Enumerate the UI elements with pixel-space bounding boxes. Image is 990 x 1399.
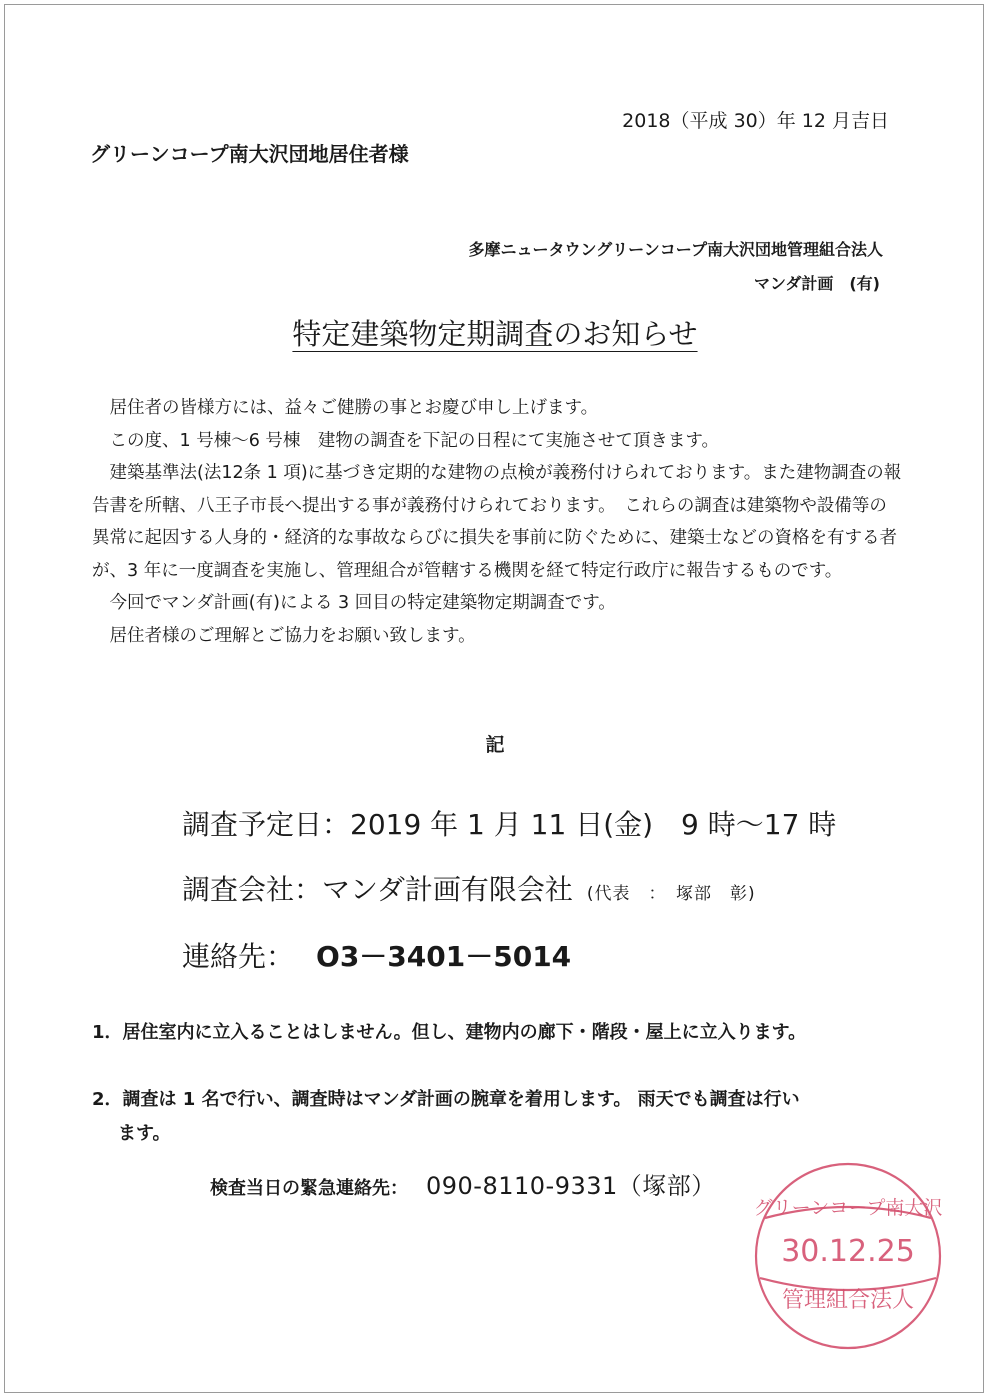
body-line: 居住者の皆様方には、益々ご健勝の事とお慶び申し上げます。: [109, 398, 599, 418]
sender-company: マンダ計画 (有): [754, 274, 880, 293]
note-1: 1．居住室内に立入ることはしません。但し、建物内の廊下・階段・屋上に立入ります。: [92, 1022, 807, 1043]
issue-date: 2018（平成 30）年 12 月吉日: [622, 110, 889, 132]
emergency-contact: [210, 1166, 716, 1201]
note-2: [92, 1083, 900, 1151]
stamp-top-text: グリーンコープ南大沢: [753, 1197, 943, 1219]
stamp-bottom-text: 管理組合法人: [781, 1288, 915, 1313]
contact-line: [182, 935, 571, 975]
note-2-line-1: 2．調査は 1 名で行い、調査時はマンダ計画の腕章を着用します。 雨天でも調査は行い: [92, 1089, 800, 1110]
emergency-phone: 090-8110-9331（塚部）: [426, 1172, 716, 1200]
recipient: グリーンコープ南大沢団地居住者様: [90, 142, 409, 166]
note-2-line-2: ます。: [118, 1123, 171, 1144]
ki-heading: 記: [485, 734, 505, 756]
notice-title-text: 特定建築物定期調査のお知らせ: [292, 317, 698, 351]
company-name: 調査会社：マンダ計画有限会社: [182, 873, 573, 906]
body-line: 居住者様のご理解とご協力をお願い致します。: [109, 625, 476, 646]
body-line: 今回でマンダ計画(有)による 3 回目の特定建築物定期調査です。: [109, 593, 616, 613]
notice-body: [92, 392, 902, 652]
emergency-label: 検査当日の緊急連絡先：: [210, 1178, 408, 1199]
representative: (代表 ： 塚部 彰): [586, 884, 756, 904]
contact-label: 連絡先：: [182, 940, 295, 973]
contact-phone: O3－3401－5014: [316, 940, 572, 973]
schedule-line: 調査予定日：2019 年 1 月 11 日(金) 9 時～17 時: [182, 808, 837, 841]
sender-organization: 多摩ニュータウングリーンコープ南大沢団地管理組合法人: [468, 240, 883, 259]
body-line: この度、1 号棟～6 号棟 建物の調査を下記の日程にて実施させて頂きます。: [109, 430, 719, 451]
stamp-date-text: 30.12.25: [781, 1234, 915, 1269]
company-line: [182, 868, 756, 908]
organization-seal-stamp: [752, 1160, 944, 1352]
body-paragraph: 建築基準法(法12条 1 項)に基づき定期的な建物の点検が義務付けられております。また建物調査の報告書を所轄、八王子市長へ提出する事が義務付けられております。 これらの調査は建築物や設備等の異常に起因する人身的・経済的な事故ならびに損失を事前に防ぐために、建築士などの資格を有する者が、3 年に一度調査を実施し、管理組合が管轄する機関を経て特定行政庁に報告するものです。: [92, 463, 902, 581]
notice-title: [0, 312, 990, 353]
